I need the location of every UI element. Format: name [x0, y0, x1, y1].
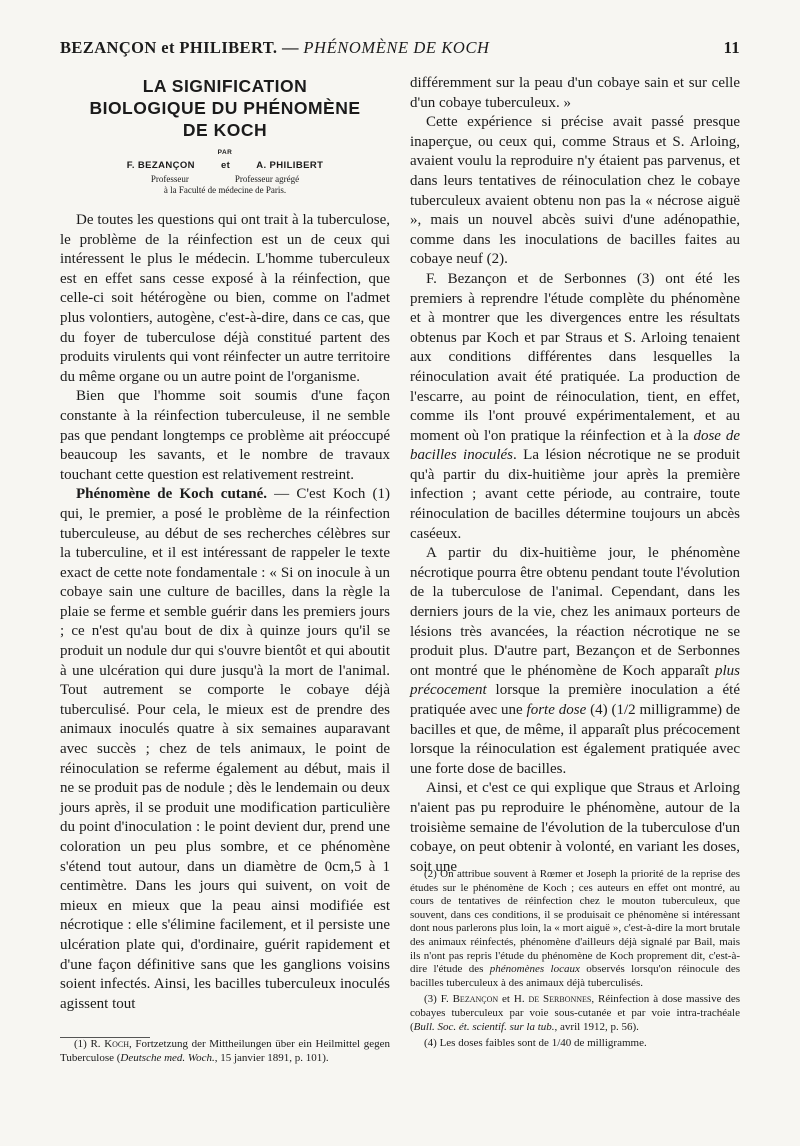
paragraph-bezancon-text-a: F. Bezançon et de Serbonnes (3) ont été les premiers à reprendre l'étude complète du phénomène et à montrer que les divergences entre les résultats obtenus par Koch et par Straus et S. Arloing tenaient aux conditions différentes dans lesquelles la réinoculation avait été pratiquée. La production de l'escarre, au point de réinoculation, tient, en effet, comme ils l'ont prouvé expérimentalement, et au moment où l'on pratique la réinfection et à la: [410, 270, 740, 444]
author-conjunction: et: [220, 160, 231, 171]
footnote-2-emphasis: phénomènes locaux: [489, 963, 580, 976]
role-philibert: Professeur agrégé: [234, 174, 300, 184]
footnote-1-title: , Fortzetzung der Mittheilungen über ein Heilmittel gegen Tuberculose (: [60, 1038, 391, 1064]
running-head: [60, 38, 740, 58]
running-head-dash: —: [281, 38, 299, 57]
footnote-2-text-a: (2) On attribue souvent à Rœmer et Joseph la priorité de la reprise des études sur le phénomène de Koch ; ces auteurs en effet ont montré, au cours de tentatives de réinfection chez le mouton tuberculeux, que souvent, dans ces conditions, il se produisait ce phénomène si intéressant dont nous parlerons plus loin, la « mort aiguë », c'est-à-dire la mort brutale des animaux réinfectés, phénomène d'ailleurs déjà signalé par Bail, mais ils n'ont pas repris l'étude du phénomène de Koch proprement dit, c'est-à-dire l'étude des: [410, 868, 740, 976]
paragraph-experience: Cette expérience si précise avait passé presque inaperçue, ou ceux qui, comme Straus et S. Arloing, avaient voulu la reproduire n'y étaient pas parvenus, et dans leurs tentatives de réinoculation chez le cobaye tuberculeux avaient obtenu non pas la « nécrose aiguë », mais un nouvel abcès suivi d'une adénopathie, comme dans les inoculations de bacilles faites au cobaye neuf (2).: [410, 114, 740, 268]
section-title-koch-cutane: Phénomène de Koch cutané.: [76, 486, 268, 503]
footnote-1-journal: Deutsche med. Woch.: [120, 1051, 215, 1064]
paragraph-dix-huitieme-jour: [410, 544, 740, 779]
paragraph-dix-huitieme-text-b: lorsque la première inoculation a été pratiquée avec une: [410, 682, 740, 718]
paragraph-dix-huitieme-text-a: A partir du dix-huitième jour, le phénomène nécrotique pourra être obtenu pendant toute l'évolution de la tuberculose de l'animal. Cependant, dans les derniers jours de la vie, chez les animaux porteurs de lésions très avancées, la réaction nécrotique ne se produit plus. D'autre part, Bezançon et de Serbonnes ont montré que le phénomène de Koch apparaît: [410, 545, 740, 679]
footnote-3-author-2: H. de Serbonnes: [513, 993, 592, 1006]
footnote-3-and: et: [498, 993, 514, 1006]
author-roles: [60, 174, 390, 184]
footnote-3-number: (3): [424, 993, 441, 1006]
article-title-line-1: LA SIGNIFICATION: [142, 76, 308, 96]
emphasis-plus-precocement: plus précocement: [410, 662, 740, 699]
left-column: [60, 74, 390, 1014]
right-column: [410, 74, 740, 877]
affiliation: à la Faculté de médecine de Paris.: [163, 185, 287, 195]
footnote-1-number: (1): [74, 1038, 91, 1050]
footnote-3-author-1: F. Bezançon: [440, 993, 499, 1006]
paragraph-reinfection: Bien que l'homme soit soumis d'une façon constante à la réinfection tuberculeuse, il ne semble pas que pendant longtemps ce problème ait préoccupé beaucoup les savants, et le nombre de travaux touchant cette question est relativement restreint.: [60, 388, 390, 483]
paragraph-koch-text: — C'est Koch (1) qui, le premier, a posé le problème de la réinfection tuberculeuse, au début de ses recherches célèbres sur la tuberculine, et il est intéressant de rappeler le texte exact de cette note fondamentale : « Si on inocule à un cobaye sain une culture de bacilles, dans la règle la plaie se ferme et semble guérir dans les premiers jours ; ce n'est qu'au bout de dix à quinze jours qu'il se produit un nodule dur qui s'ouvre bientôt et qui aboutit à une ulcération qui dure jusqu'à la mort de l'animal. Tout autrement se comporte le cobaye déjà tuberculisé. Pour cela, le mieux est de prendre des animaux inoculés quatre à six semaines auparavant avec succès ; chez de tels animaux, le point de réinoculation se referme également au début, mais il ne se produit pas de nodule ; dès le lendemain ou deux jours après, il se produit une modification particulière du point d'inoculation : le point devient dur, prend une coloration un peu plus sombre, et ce phénomène s'étend tout autour, dans un diamètre de 0cm,5 à 1 centimètre. Dans les jours qui suivent, on voit de mieux en mieux que la peau ainsi modifiée est nécrotique : elle s'élimine facilement, et il persiste une ulcération plate qui, d'ordinaire, guérit rapidement et d'une façon définitive sans que les ganglions voisins soient infectés. Ainsi, les bacilles tuberculeux inoculés agissent tout: [60, 486, 390, 1012]
author-line: [60, 160, 390, 171]
paragraph-bezancon-text-b: . La lésion nécrotique ne se produit qu'à partir du dix-huitième jour après la première infection ; avant cette période, au contraire, toute réinoculation de bacilles détermine toujours un abcès caséeux.: [410, 447, 740, 542]
role-bezancon: Professeur: [150, 174, 189, 184]
emphasis-forte-dose: forte dose: [526, 702, 587, 718]
paragraph-koch-cutane: [60, 485, 390, 1014]
article-title-line-2: BIOLOGIQUE DU PHÉNOMÈNE: [89, 98, 361, 118]
running-head-authors: BEZANÇON et PHILIBERT.: [60, 38, 278, 57]
paragraph-dix-huitieme-text-c: (4) (1/2 milligramme) de bacilles et que, de même, il apparaît plus précocement lorsque la réinoculation est également pratiquée avec une forte dose de bacilles.: [410, 702, 741, 777]
paragraph-ainsi: Ainsi, et c'est ce qui explique que Straus et Arloing n'aient pas pu reproduire le phénomène, autour de la troisième semaine de l'évolution de la tuberculose d'un cobaye, on peut obtenir à volonté, en variant les doses, soit une: [410, 780, 740, 875]
by-label: PAR: [217, 149, 233, 156]
article-title: [60, 76, 390, 140]
footnote-3-date: , avril 1912, p. 56).: [554, 1020, 639, 1033]
footnote-2-text-b: observés lorsqu'on réinocule des bacilles tuberculeux à des animaux déjà tuberculisés.: [410, 963, 741, 989]
author-philibert: A. PHILIBERT: [256, 160, 324, 171]
emphasis-dose-bacilles: dose de bacilles inoculés: [410, 427, 740, 464]
footnote-3-title: , Réinfection à dose massive des cobayes tuberculeux par voie sous-cutanée et par voie intra-trachéale (: [410, 993, 741, 1033]
paragraph-koch-quote-end: différemment sur la peau d'un cobaye sain et sur celle d'un cobaye tuberculeux. »: [410, 75, 740, 111]
footnote-1: [60, 1038, 390, 1065]
running-head-title: [60, 38, 490, 58]
footnote-1-date: , 15 janvier 1891, p. 101).: [214, 1051, 329, 1064]
page-number: 11: [723, 38, 740, 57]
article-title-line-3: DE KOCH: [182, 120, 268, 140]
paragraph-intro: De toutes les questions qui ont trait à la tuberculose, le problème de la réinfection est un de ceux qui intéressent le plus le médecin. L'homme tuberculeux est en effet sans cesse exposé à la réinfection, que celle-ci soit hétérogène ou bien, comme on l'admet plus volontiers, autogène, c'est-à-dire, dans ce cas, que du foyer de tuberculose déjà constitué partent des produits virulents qui vont réinfecter un autre territoire du même organe ou un autre point de l'organisme.: [60, 212, 390, 385]
paragraph-bezancon-serbonnes: [410, 270, 740, 544]
running-head-article-title: PHÉNOMÈNE DE KOCH: [303, 38, 490, 57]
footnote-3: [410, 993, 740, 1034]
footnote-1-author: R. Koch: [90, 1038, 130, 1050]
left-footnotes: [60, 1037, 390, 1068]
right-footnotes: [410, 868, 740, 1054]
footnote-2: [410, 868, 740, 990]
author-bezancon: F. BEZANÇON: [126, 160, 195, 171]
footnote-3-journal: Bull. Soc. ét. scientif. sur la tub.: [413, 1020, 555, 1033]
footnote-4: (4) Les doses faibles sont de 1/40 de milligramme.: [424, 1037, 647, 1050]
